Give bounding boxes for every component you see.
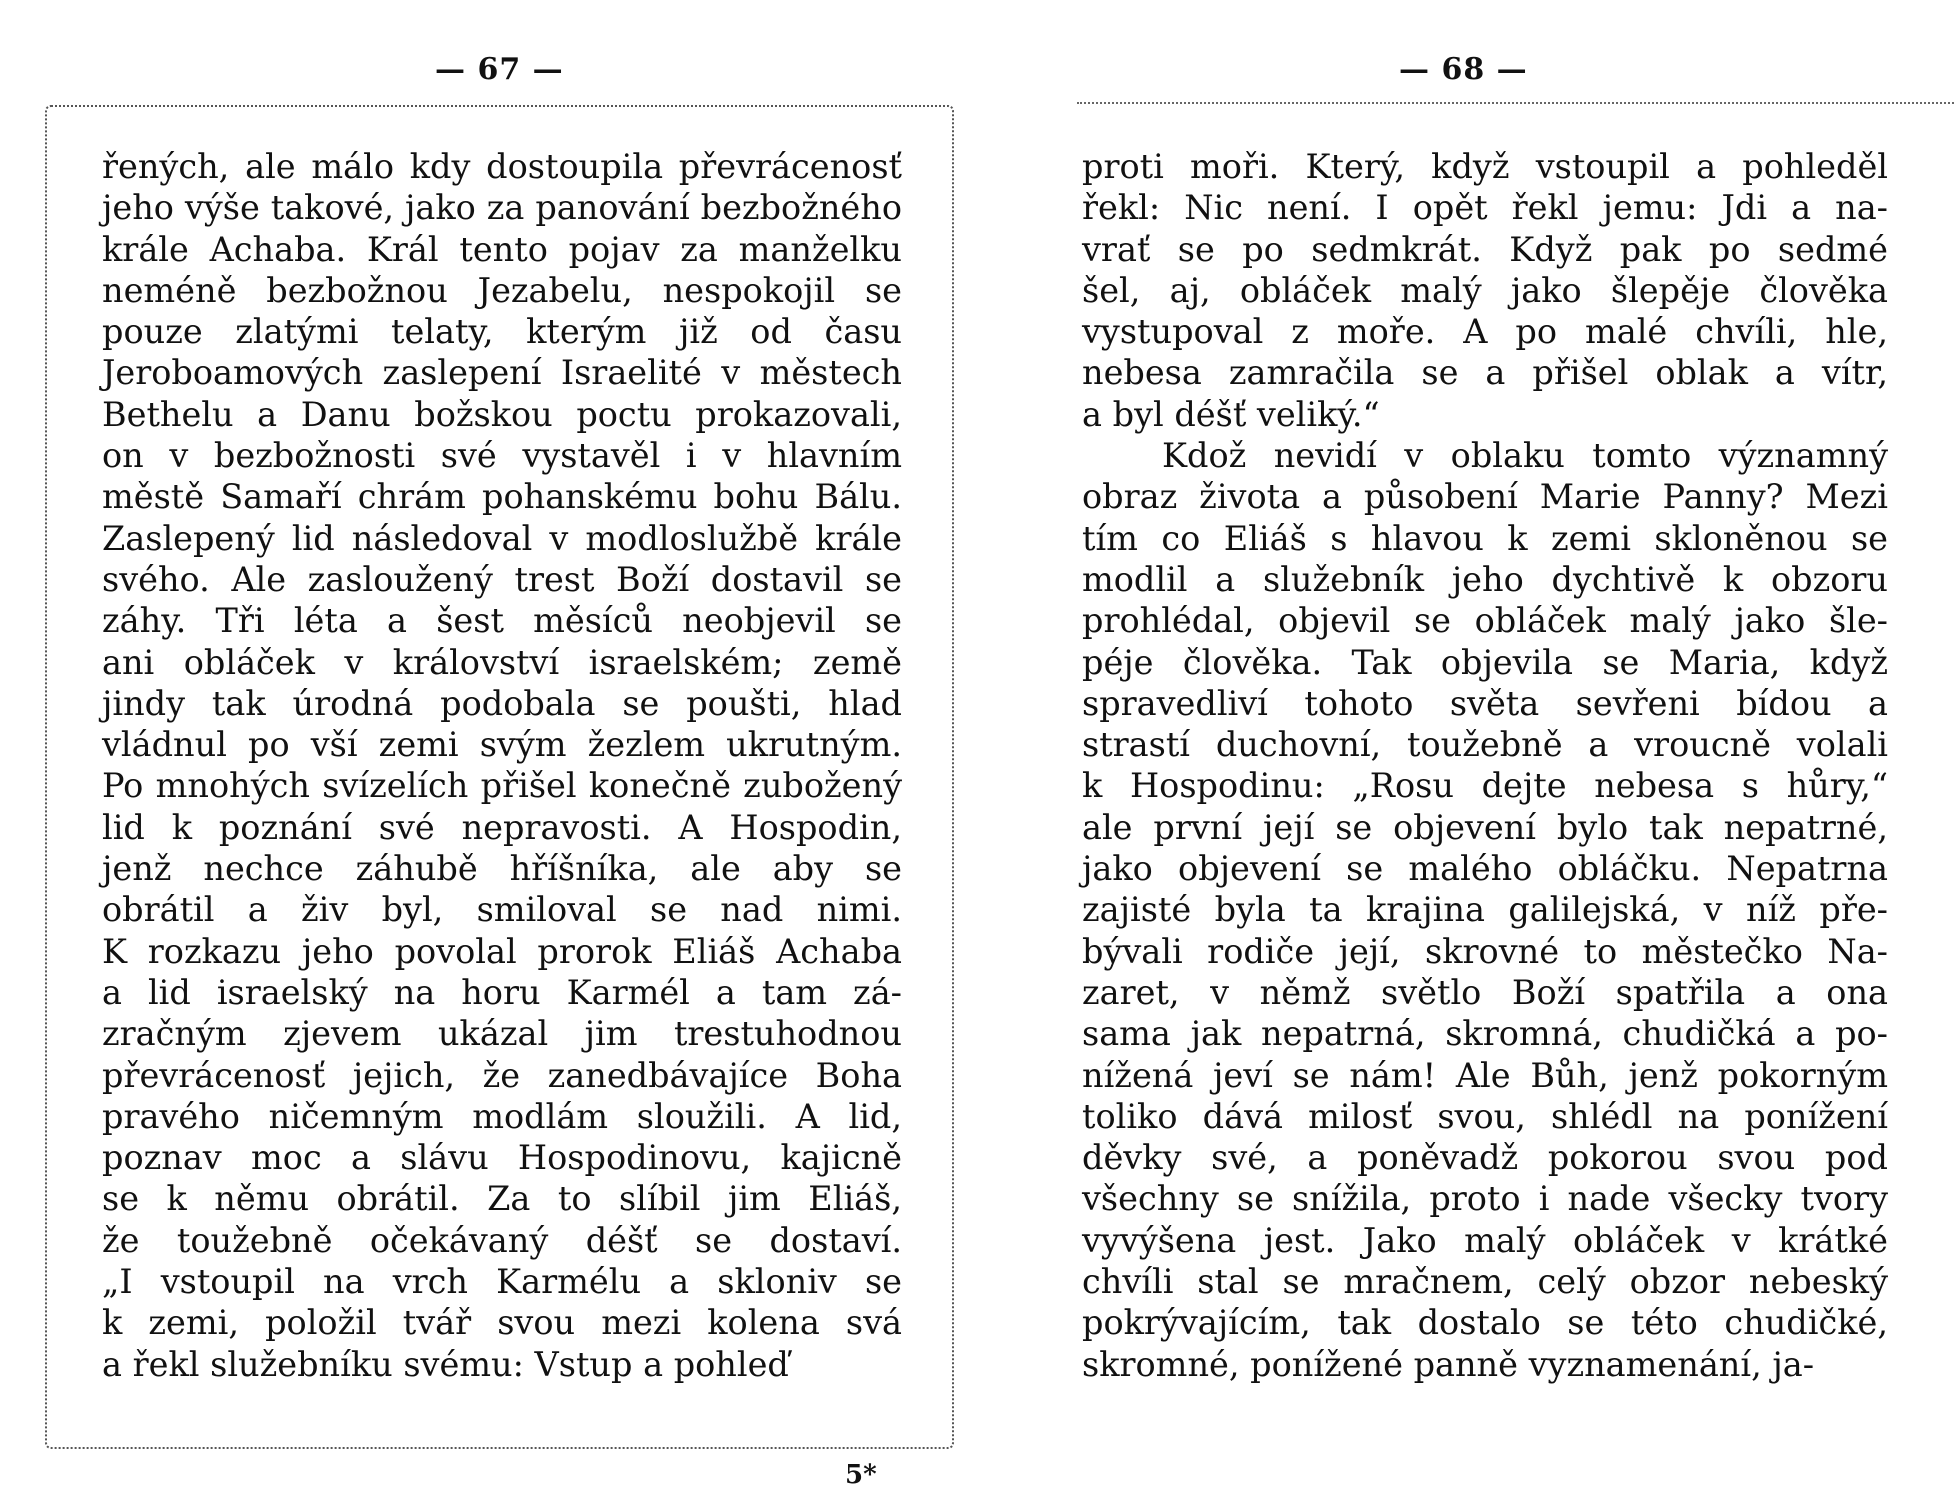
text-line: modlil a služebník jeho dychtivě k obzoru [1082,559,1888,599]
text-line: proti moři. Který, když vstoupil a pohleděl [1082,147,1888,186]
text-line: a řekl služebníku svému: Vstup a pohleď [102,1344,789,1384]
text-line: lid k poznání své nepravosti. A Hospodin, [102,807,902,847]
text-line: k Hospodinu: „Rosu dejte nebesa s hůry,“ [1082,766,1888,806]
text-line: pravého ničemným modlám sloužili. A lid, [102,1096,902,1136]
text-line: sama jak nepatrná, skromná, chudičká a po- [1082,1014,1888,1054]
text-line: Po mnohých svízelích přišel konečně zubožený [102,766,902,806]
text-line: krále Achaba. Král tento pojav za manželku [102,229,902,269]
text-line: zajisté byla ta krajina galilejská, v níž pře- [1082,890,1888,930]
page-number: — 67 — [435,52,564,87]
text-line: toliko dává milosť svou, shlédl na ponížení [1082,1096,1888,1136]
text-line: Zaslepený lid následoval v modloslužbě krále [102,518,902,558]
text-line: zračným zjevem ukázal jim trestuhodnou [102,1014,902,1054]
text-line: on v bezbožnosti své vystavěl i v hlavním [102,436,902,476]
text-line: „I vstoupil na vrch Karmélu a skloniv se [102,1262,902,1302]
text-line: pouze zlatými telaty, kterým již od času [102,312,902,352]
text-line: vystupoval z moře. A po malé chvíli, hle, [1082,312,1888,352]
text-line: a lid israelský na horu Karmél a tam zá- [102,972,902,1012]
text-line: nížená jeví se nám! Ale Bůh, jenž pokorným [1082,1055,1888,1095]
text-line: skromné, ponížené panně vyznamenání, ja- [1082,1344,1815,1384]
text-line: řených, ale málo kdy dostoupila převrácenosť [102,147,902,186]
text-line: záhy. Tři léta a šest měsíců neobjevil se [102,601,902,641]
text-line: strastí duchovní, toužebně a vroucně volali [1082,725,1888,765]
text-line: a byl déšť veliký.“ [1082,394,1380,434]
text-line: péje člověka. Tak objevila se Maria, když [1082,642,1888,682]
text-line: neméně bezbožnou Jezabelu, nespokojil se [102,270,902,310]
text-line: jenž nechce záhubě hříšníka, ale aby se [102,849,902,889]
text-line: se k němu obrátil. Za to slíbil jim Eliáš, [102,1179,902,1219]
text-line: tím co Eliáš s hlavou k zemi skloněnou se [1082,518,1888,558]
text-line: Bethelu a Danu božskou poctu prokazovali, [102,394,902,434]
header-rule [1077,102,1954,104]
text-line: nebesa zamračila se a přišel oblak a vítr, [1082,353,1888,393]
signature-mark: 5* [845,1460,877,1490]
text-line: vrať se po sedmkrát. Když pak po sedmé [1082,229,1888,269]
text-line: ale první její se objevení bylo tak nepatrné, [1082,807,1888,847]
text-line: obrátil a živ byl, smiloval se nad nimi. [102,890,902,930]
text-line: vyvýšena jest. Jako malý obláček v krátké [1082,1220,1888,1260]
text-line: vládnul po vší zemi svým žezlem ukrutným. [102,725,902,765]
text-line: jeho výše takové, jako za panování bezbožného [102,188,902,228]
text-line: K rozkazu jeho povolal prorok Eliáš Achaba [102,931,902,971]
text-line: chvíli stal se mračnem, celý obzor nebeský [1082,1262,1888,1302]
page-number: — 68 — [1399,52,1528,87]
text-line: Kdož nevidí v oblaku tomto významný [1162,436,1888,476]
text-line: převrácenosť jejich, že zanedbávajíce Boha [102,1055,902,1095]
text-line: všechny se snížila, proto i nade všecky tvory [1082,1179,1888,1219]
text-line: k zemi, položil tvář svou mezi kolena svá [102,1303,902,1343]
text-line: řekl: Nic není. I opět řekl jemu: Jdi a na- [1082,188,1888,228]
right-page [977,0,1954,1500]
text-line: obraz života a působení Marie Panny? Mezi [1082,477,1888,517]
text-line: bývali rodiče její, skrovné to městečko Na- [1082,931,1888,971]
text-line: zaret, v němž světlo Boží spatřila a ona [1082,972,1888,1012]
text-line: jako objevení se malého obláčku. Nepatrna [1082,849,1888,889]
text-line: že toužebně očekávaný déšť se dostaví. [102,1220,902,1260]
text-line: spravedliví tohoto světa sevřeni bídou a [1082,683,1888,723]
text-line: městě Samaří chrám pohanskému bohu Bálu. [102,477,902,517]
text-line: ani obláček v království israelském; země [102,642,902,682]
page-text [102,146,902,1385]
text-line: prohlédal, objevil se obláček malý jako šle- [1082,601,1888,641]
text-line: svého. Ale zasloužený trest Boží dostavil se [102,559,902,599]
text-line: pokrývajícím, tak dostalo se této chudičké, [1082,1303,1888,1343]
text-line: poznav moc a slávu Hospodinovu, kajicně [102,1138,902,1178]
text-line: jindy tak úrodná podobala se poušti, hlad [102,683,902,723]
page-text [1082,146,1888,1385]
text-line: Jeroboamových zaslepení Israelité v městech [102,353,902,393]
text-line: děvky své, a poněvadž pokorou svou pod [1082,1138,1888,1178]
text-line: šel, aj, obláček malý jako šlepěje člověka [1082,270,1888,310]
